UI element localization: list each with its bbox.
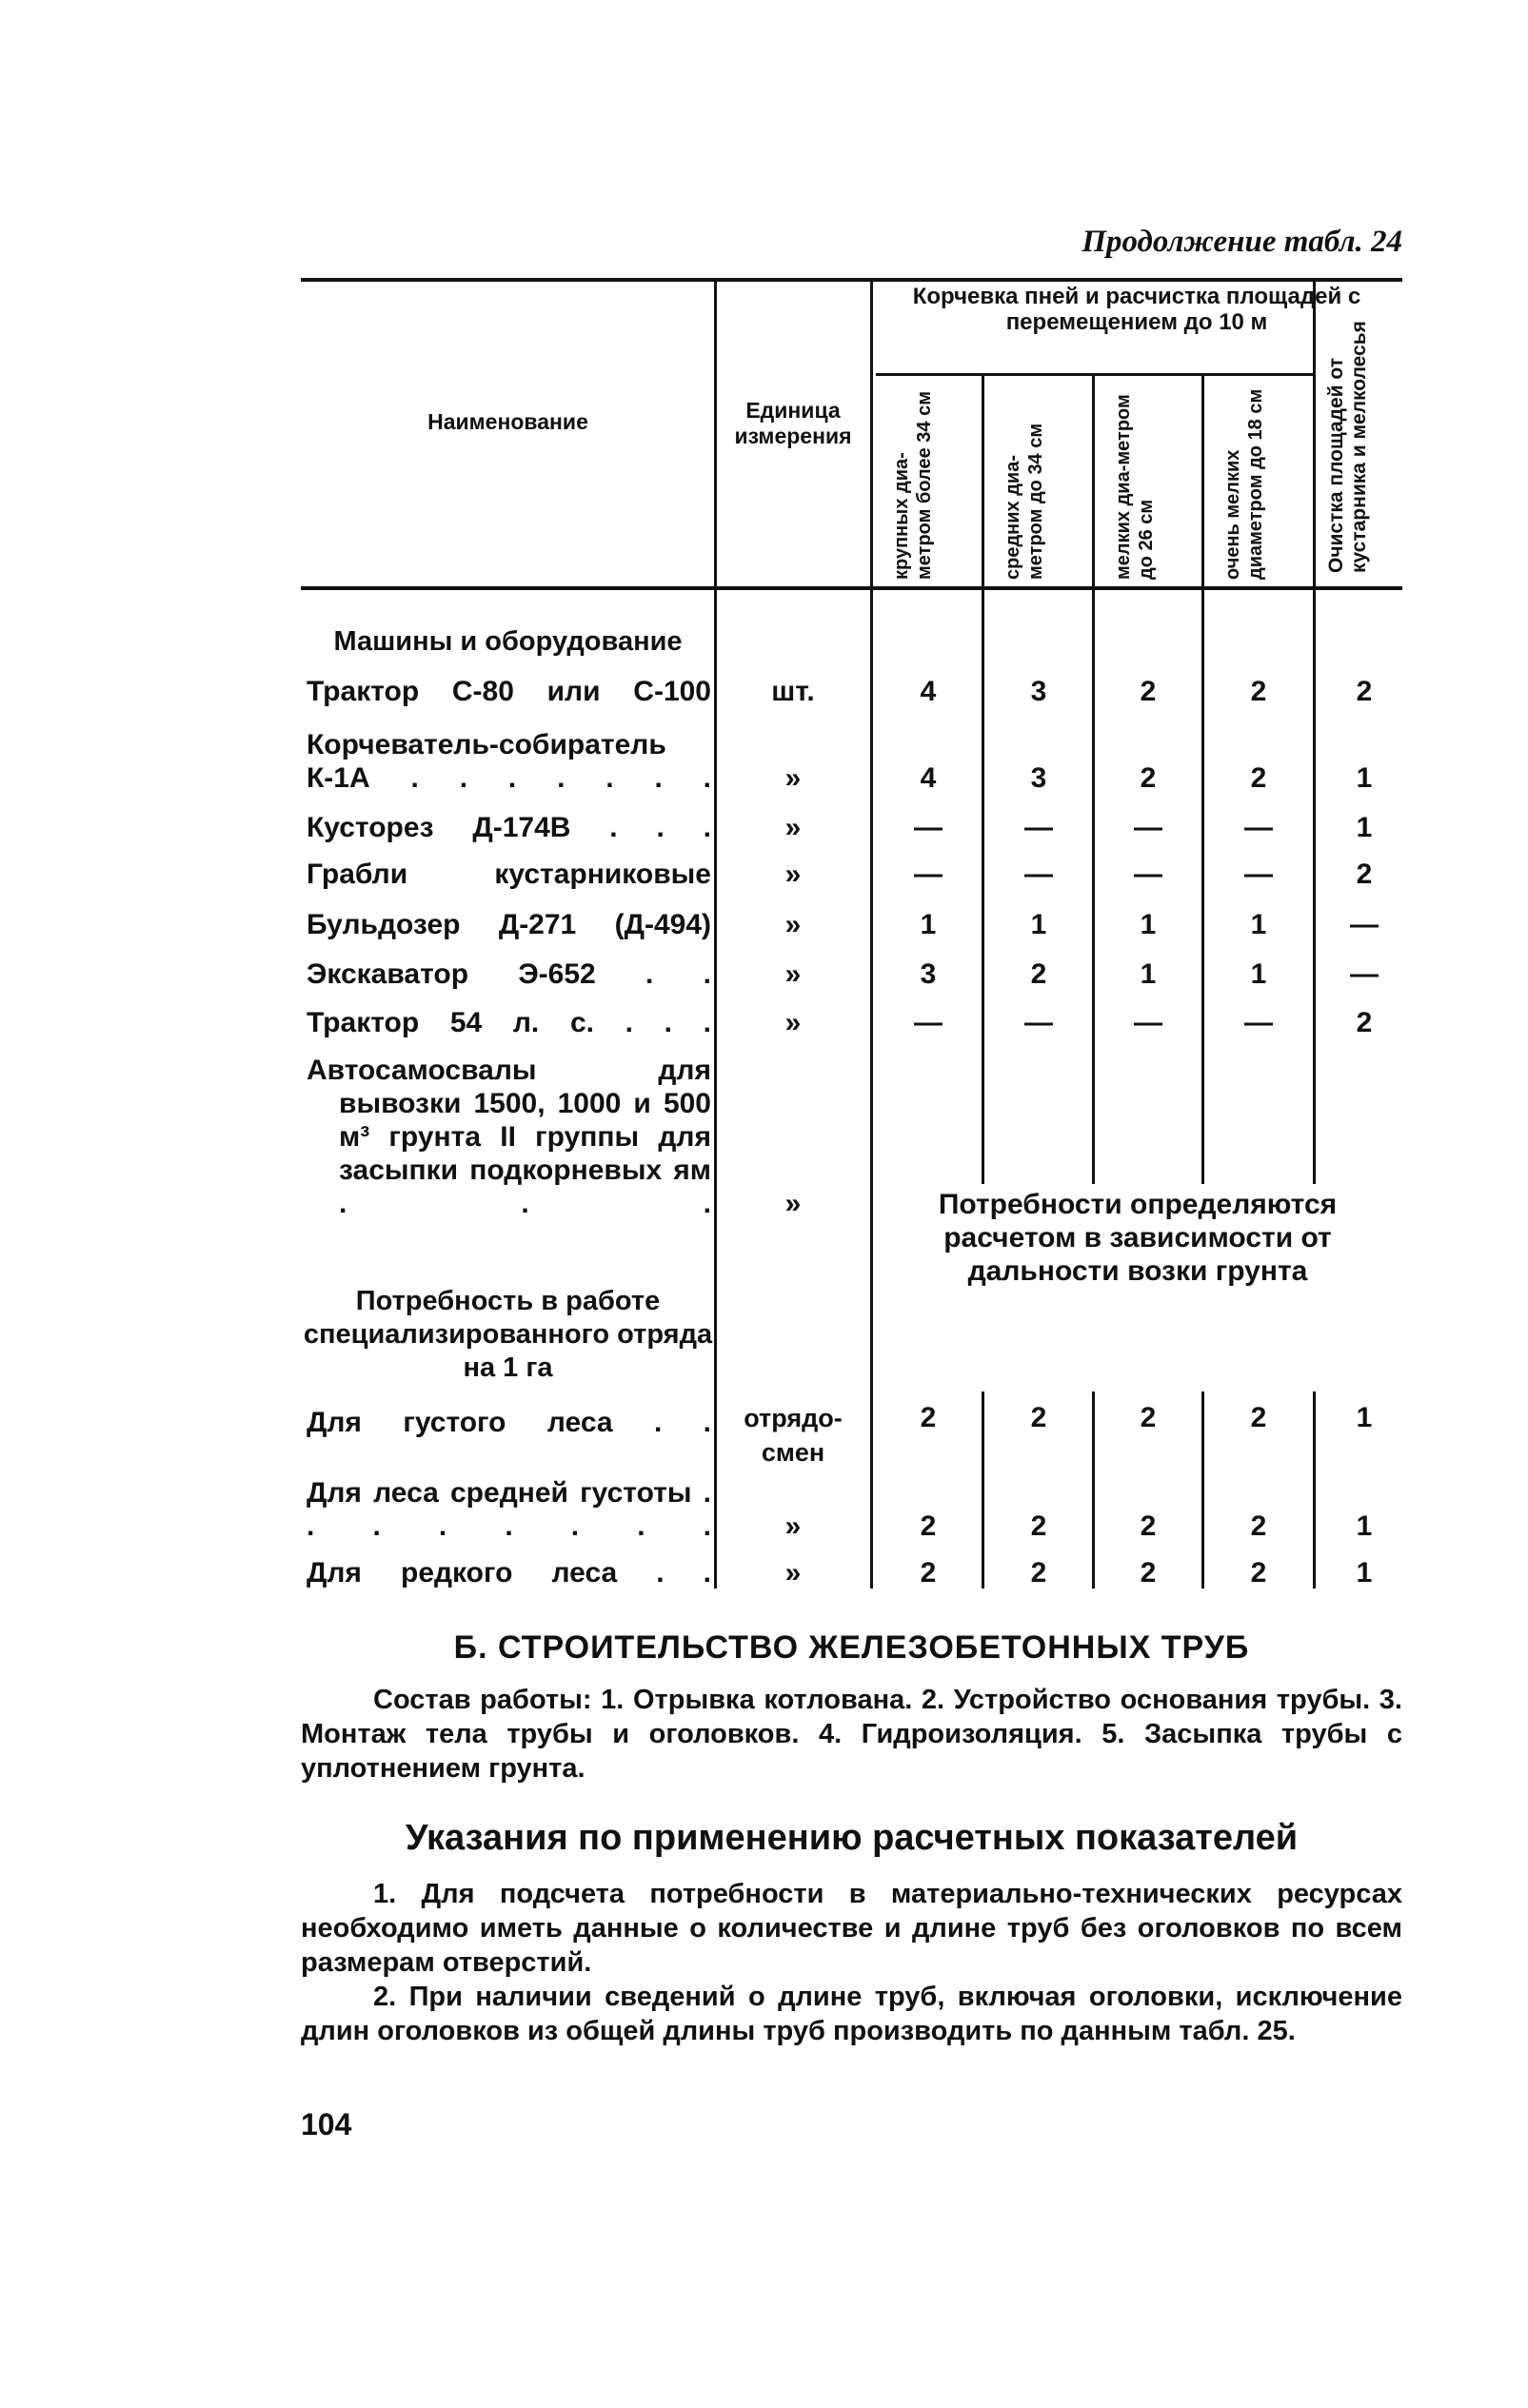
row-value: 2 <box>1356 1007 1373 1038</box>
row-name: Для редкого леса . . <box>307 1557 711 1589</box>
row-value: 2 <box>1030 1402 1047 1433</box>
row-value: 2 <box>1140 676 1157 707</box>
header-clearing: Очистка площадей от кустарника и мелколесья <box>1325 321 1370 573</box>
row-value: — <box>1244 859 1273 890</box>
row-name: Бульдозер Д-271 (Д-494) <box>307 909 711 940</box>
row-value: 1 <box>1356 1510 1373 1542</box>
row-value: — <box>914 859 943 890</box>
table-row <box>301 953 1402 991</box>
header-sub-large: крупных диа-метром более 34 см <box>891 390 935 580</box>
row-unit: отрядо-смен <box>744 1404 843 1467</box>
row-value: — <box>1244 1007 1273 1038</box>
row-value: 2 <box>1250 762 1267 794</box>
section-title: Б. СТРОИТЕЛЬСТВО ЖЕЛЕЗОБЕТОННЫХ ТРУБ <box>453 1629 1250 1666</box>
row-value: 3 <box>920 958 937 990</box>
table-row <box>301 668 1402 708</box>
table-row <box>301 903 1402 941</box>
row-name: Экскаватор Э-652 . . <box>307 958 711 990</box>
row-value: 2 <box>1250 1557 1267 1589</box>
row-value: 1 <box>1250 909 1267 940</box>
row-value: 4 <box>920 762 937 794</box>
row-name: Корчеватель-собиратель К-1А . . . . . . . <box>307 729 711 794</box>
table-row <box>301 1470 1402 1543</box>
row-value: 1 <box>1356 762 1373 794</box>
table-row <box>301 720 1402 795</box>
section-heading-row <box>301 1278 1402 1385</box>
row-value: 1 <box>1356 812 1373 843</box>
row-value: 2 <box>1250 676 1267 707</box>
row-unit: шт. <box>771 676 815 707</box>
header-bottom-rule <box>301 586 1402 590</box>
row-value: 1 <box>1140 909 1157 940</box>
row-value: — <box>1350 909 1379 940</box>
table-row <box>301 1049 1402 1287</box>
row-value: 2 <box>920 1402 937 1433</box>
row-value: 2 <box>1140 1557 1157 1589</box>
row-value: 2 <box>1356 859 1373 890</box>
row-name: Трактор 54 л. с. . . . <box>307 1007 711 1038</box>
row-value: 1 <box>1030 909 1047 940</box>
section-heading-row <box>301 619 1402 659</box>
row-value: 3 <box>1030 762 1047 794</box>
row-unit: » <box>784 1510 802 1542</box>
row-value: 2 <box>1140 1510 1157 1542</box>
row-name: Трактор С-80 или С-100 <box>307 676 711 707</box>
page-number: 104 <box>301 2107 352 2142</box>
row-value: 1 <box>1356 1557 1373 1589</box>
row-value: — <box>1134 1007 1162 1038</box>
composition-paragraph: Состав работы: 1. Отрывка котлована. 2. Устройство основания трубы. 3. Монтаж тела трубы и оголовков. 4. Гидроизоляция. 5. Засыпка трубы с уплотнением грунта. <box>301 1685 1402 1784</box>
row-name: Для леса средней густоты . . . . . . . . <box>307 1477 711 1542</box>
section-heading: Потребность в работе специализированного отряда на 1 га <box>303 1286 713 1383</box>
row-name: Автосамосвалы для вывозки 1500, 1000 и 500 м³ грунта II группы для засыпки подкорневых ям . . . <box>307 1055 711 1219</box>
row-value: 2 <box>1140 1402 1157 1433</box>
row-value: — <box>1024 1007 1053 1038</box>
row-unit: » <box>784 958 802 990</box>
row-value: — <box>1134 812 1162 843</box>
guidelines-title: Указания по применению расчетных показателей <box>405 1818 1299 1858</box>
row-unit: » <box>784 1188 802 1219</box>
row-unit: » <box>784 1557 802 1589</box>
table-row <box>301 1401 1402 1467</box>
row-value: 1 <box>1250 958 1267 990</box>
row-name: Для густого леса . . <box>307 1407 711 1438</box>
row-unit: » <box>784 762 802 794</box>
row-value: — <box>1244 812 1273 843</box>
row-value: 2 <box>1030 1510 1047 1542</box>
row-value: 1 <box>1356 1402 1373 1433</box>
row-value: — <box>1024 812 1053 843</box>
header-group: Корчевка пней и расчистка площадей с перемещением до 10 м <box>912 284 1361 335</box>
row-value: 2 <box>1250 1510 1267 1542</box>
group-header-rule <box>876 373 1314 376</box>
row-value: 2 <box>920 1557 937 1589</box>
header-sub-very-small: очень мелких диаметром до 18 см <box>1222 388 1266 580</box>
row-value: 4 <box>920 676 937 707</box>
row-value: — <box>1350 958 1379 990</box>
row-unit: » <box>784 909 802 940</box>
row-name: Кусторез Д-174В . . . <box>307 812 711 843</box>
row-value: 2 <box>1030 958 1047 990</box>
guideline-2: 2. При наличии сведений о длине труб, включая оголовки, исключение длин оголовков из общей длины труб производить по данным табл. 25. <box>301 1982 1402 2046</box>
table-top-rule <box>301 278 1402 282</box>
table-row <box>301 806 1402 844</box>
row-value: — <box>914 812 943 843</box>
row-value: 3 <box>1030 676 1047 707</box>
row-value: 2 <box>1140 762 1157 794</box>
row-value: 2 <box>920 1510 937 1542</box>
row-value: — <box>914 1007 943 1038</box>
row-value: — <box>1024 859 1053 890</box>
section-heading: Машины и оборудование <box>333 626 683 657</box>
row-value: 2 <box>1250 1402 1267 1433</box>
row-value: 1 <box>1140 958 1157 990</box>
header-sub-medium: средних диа-метром до 34 см <box>1002 423 1046 580</box>
row-note: Потребности определяются расчетом в зависимости от дальности возки грунта <box>938 1189 1338 1287</box>
row-unit: » <box>784 1007 802 1038</box>
header-sub-small: мелких диа-метром до 26 см <box>1113 394 1157 580</box>
table-continuation-caption: Продолжение табл. 24 <box>1082 225 1402 259</box>
row-name: Грабли кустарниковые <box>307 859 711 890</box>
row-value: 2 <box>1356 676 1373 707</box>
guideline-1: 1. Для подсчета потребности в материально-технических ресурсах необходимо иметь данные о количестве и длине труб без оголовков по всем размерам отверстий. <box>301 1879 1402 1978</box>
row-value: 2 <box>1030 1557 1047 1589</box>
table-row <box>301 1551 1402 1589</box>
table-row <box>301 853 1402 891</box>
row-value: 1 <box>920 909 937 940</box>
header-unit: Единица измерения <box>734 398 852 448</box>
row-value: — <box>1134 859 1162 890</box>
header-name: Наименование <box>427 409 588 434</box>
row-unit: » <box>784 812 802 843</box>
table-row <box>301 1001 1402 1039</box>
row-unit: » <box>784 859 802 890</box>
